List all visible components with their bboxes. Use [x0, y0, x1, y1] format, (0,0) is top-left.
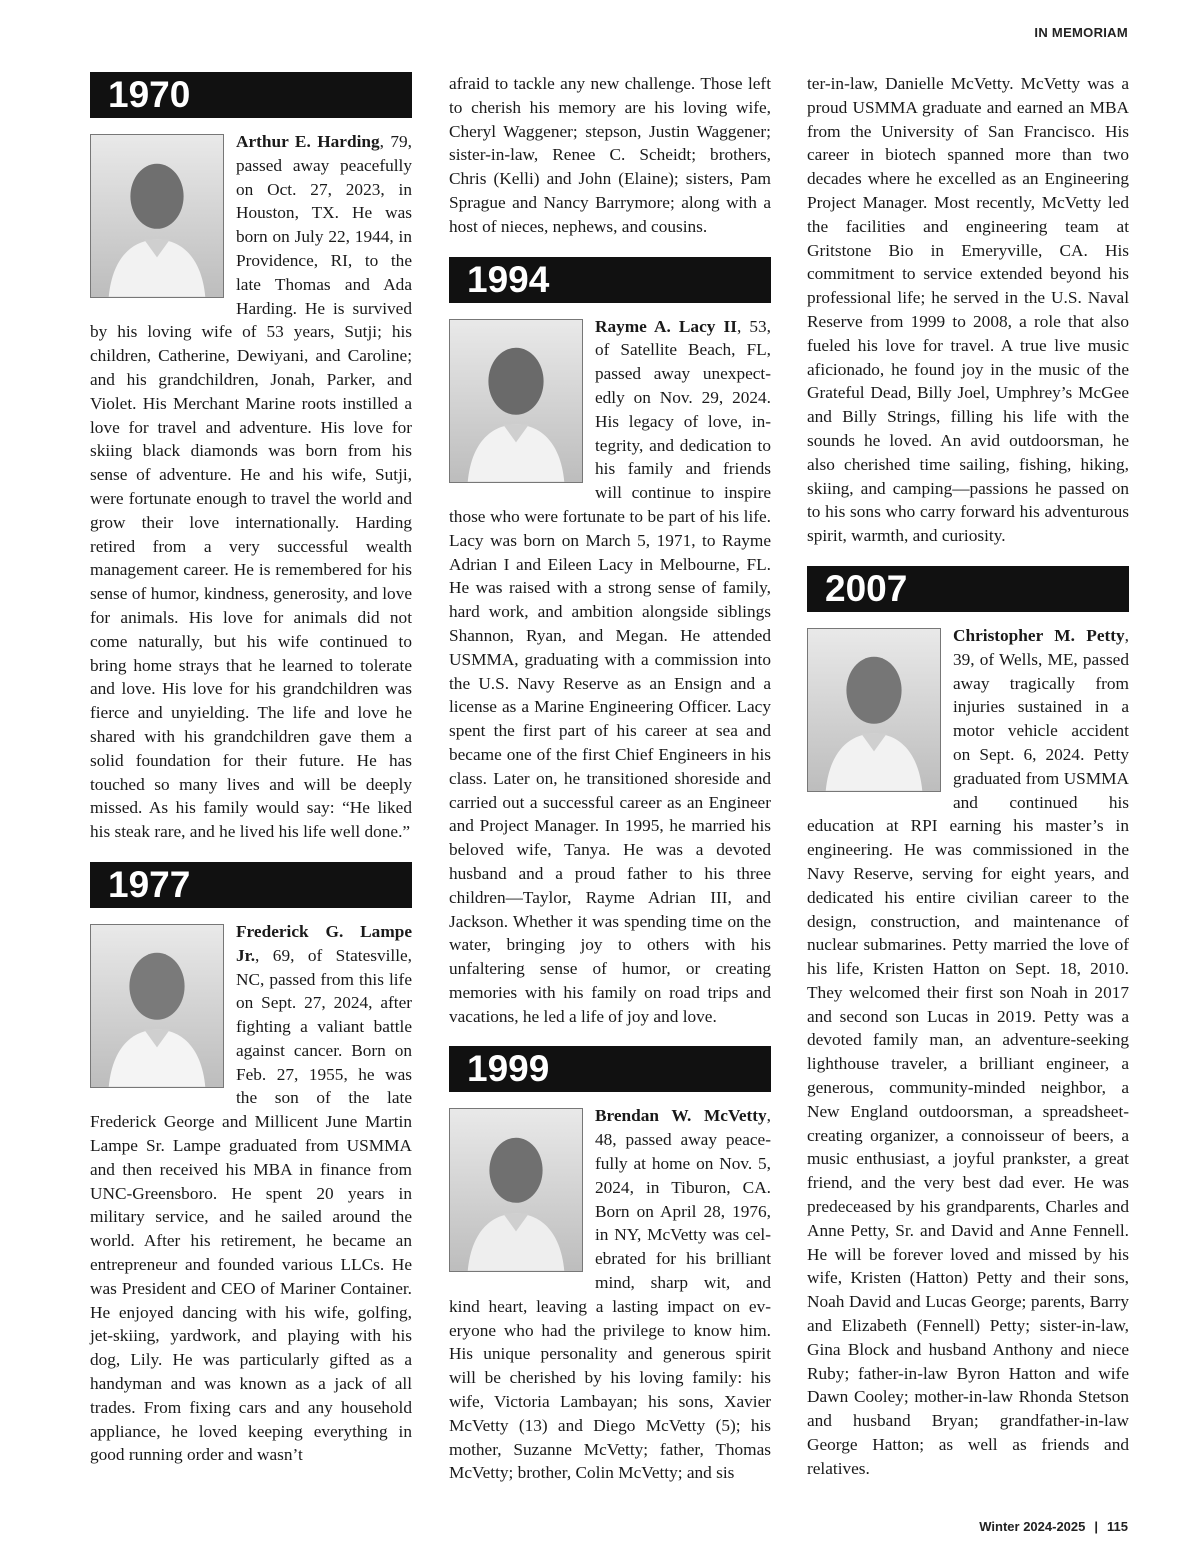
- column-3: [807, 72, 1129, 1499]
- year-banner: 1970: [90, 72, 412, 118]
- obituary-text: [449, 315, 771, 1029]
- obituary-2007: [807, 566, 1129, 1481]
- issue-label: Winter 2024-2025: [979, 1519, 1086, 1534]
- obituary-1999: [449, 1046, 771, 1485]
- year-banner: 2007: [807, 566, 1129, 612]
- column-2: [449, 72, 771, 1503]
- column-1: [90, 72, 412, 1485]
- portrait-photo: [90, 134, 224, 298]
- decedent-name: Brendan W. McVetty: [595, 1106, 767, 1126]
- obituary-1977-continued: [449, 72, 771, 239]
- obituary-text: [449, 1104, 771, 1485]
- obituary-body: , 69, of Statesville, NC, passed from this life on Sept. 27, 2024, after fighting a valiant battle against cancer. Born on Feb. 27, 1955, he was the son of the late Frederick George and Millicent June Martin Lampe Sr. Lampe graduated from USMMA and then received his MBA in finance from UNC-Greensboro. He spent 20 years in military service, and he sailed around the world. After his retirement, he became an entrepreneur and founded various LLCs. He was President and CEO of Mariner Container. He enjoyed dancing with his wife, golfing, jet-skiing, yardwork, and playing with his dog, Lily. He was particularly gifted as a handyman and was known as a jack of all trades. From fixing cars and any household appliance, he loved keeping everything in good running order and wasn’t: [90, 945, 412, 1465]
- portrait-photo: [90, 924, 224, 1088]
- portrait-silhouette-icon: [450, 320, 582, 482]
- obituary-1977: [90, 862, 412, 1467]
- portrait-photo: [807, 628, 941, 792]
- decedent-name: Christopher M. Petty: [953, 625, 1125, 645]
- obituary-1970: [90, 72, 412, 844]
- portrait-silhouette-icon: [450, 1109, 582, 1271]
- decedent-name: Frederick G. Lampe Jr.: [236, 921, 412, 965]
- portrait-silhouette-icon: [808, 629, 940, 791]
- obituary-text: [90, 130, 412, 844]
- portrait-photo: [449, 319, 583, 483]
- obituary-continuation: afraid to tackle any new challenge. Those left to cherish his memory are his loving wife, Cheryl Waggener; stepson, Justin Waggener; sister-in-law, Renee C. Scheidt; brothers, Chris (Kelli) and John (Elaine); sisters, Pam Sprague and Nancy Barrymore; along with a host of nieces, nephews, and cousins.: [449, 74, 771, 236]
- obituary-body: , 39, of Wells, ME, passed away tragically from injuries sustained in a motor vehicle accident on Sept. 6, 2024. Petty graduated from USMMA and continued his education at RPI earning his master’s in engineering. He was commissioned in the Navy Reserve, serving for eight years, and dedicated his entire civilian career to the design, construction, and maintenance of nuclear submarines. Petty married the love of his life, Kristen Hatton on Sept. 18, 2010. They welcomed their first son Noah in 2017 and second son Lucas in 2019. Petty was a devoted family man, an adventure-seeking lighthouse traveler, a brilliant engineer, a generous, community-minded neighbor, a New England outdoorsman, a spreadsheet-creating organizer, a connoisseur of beers, a music enthusiast, a joyful prankster, a great friend, and the very best dad ever. He was predeceased by his grandparents, Charles and Anne Petty, Sr. and David and Anne Fennell. He will be forever loved and missed by his wife, Kristen (Hatton) Petty and their sons, Noah David and Lucas George; parents, Barry and Elizabeth (Fennell) Petty; sister-in-law, Gina Block and husband Anthony and niece Ruby; father-in-law Byron Hatton and wife Dawn Cooley; mother-in-law Rhonda Stetson and husband Bryan; grandfather-in-law George Hatton; as well as friends and relatives.: [807, 625, 1129, 1478]
- portrait-silhouette-icon: [91, 135, 223, 297]
- year-banner: 1977: [90, 862, 412, 908]
- page-footer: [979, 1519, 1128, 1534]
- obituary-text: [90, 920, 412, 1467]
- obituary-body: , 79, passed away peacefully on Oct. 27, 2023, in Houston, TX. He was born on July 22, 1944, in Providence, RI, to the late Thomas and Ada Harding. He is survived by his loving wife of 53 years, Sutji; his children, Catherine, Dewiyani, and Caroline; and his grandchildren, Jonah, Parker, and Violet. His Merchant Marine roots instilled a love for travel and adventure. His love for skiing black diamonds was born from his sense of adventure. He and his wife, Sutji, were fortunate enough to travel the world and grow their love internationally. Harding retired from a very successful wealth management career. He is remembered for his sense of humor, kindness, generosity, and love for animals. His love for animals did not come naturally, but his wife continued to bring home strays that he learned to tolerate and love. His love for his grandchildren was fierce and unyielding. The life and love he shared with his grandchildren gave them a solid foundation for their future. He has touched so many lives and will be deeply missed. As his family would say: “He liked his steak rare, and he lived his life well done.”: [90, 132, 413, 842]
- obituary-1999-continued: [807, 72, 1129, 548]
- year-banner: 1999: [449, 1046, 771, 1092]
- portrait-silhouette-icon: [91, 925, 223, 1087]
- decedent-name: Rayme A. Lacy II: [595, 316, 737, 336]
- decedent-name: Arthur E. Harding: [236, 132, 380, 151]
- year-banner: 1994: [449, 257, 771, 303]
- section-label: IN MEMORIAM: [1034, 25, 1128, 40]
- obituary-text: [807, 624, 1129, 1481]
- page-number: 115: [1107, 1519, 1128, 1534]
- portrait-photo: [449, 1108, 583, 1272]
- obituary-continuation: ter-in-law, Danielle McVetty. McVetty was a proud USMMA graduate and earned an MBA from the University of San Francisco. His career in biotech spanned more than two decades where he excelled as an Engineering Project Manager. Most recently, McVetty led the facilities and engineering team at Gritstone Bio in Emeryville, CA. His commitment to service extended beyond his professional life; he served in the U.S. Naval Reserve from 1999 to 2008, a role that also fueled his love for travel. A true live music aficionado, he found joy in the music of the Grateful Dead, Billy Joel, Umphrey’s McGee and Billy Strings, filling his life with the sounds he loved. An avid outdoorsman, he also cherished time sailing, fishing, hiking, skiing, and camping—passions he passed on to his sons who carry forward his adventurous spirit, warmth, and curiosity.: [807, 74, 1129, 546]
- obituary-1994: [449, 257, 771, 1029]
- footer-separator: |: [1094, 1519, 1099, 1534]
- obituary-body: , 53, of Satellite Beach, FL, passed away unexpectedly on Nov. 29, 2024. His legacy of love, integrity, and dedication to his family and friends will continue to inspire those who were fortunate to be part of his life. Lacy was born on March 5, 1971, to Rayme Adrian I and Eileen Lacy in Melbourne, FL. He was raised with a strong sense of family, hard work, and ambition alongside siblings Shannon, Ryan, and Megan. He attended USMMA, graduating with a commission into the U.S. Navy Reserve as an Ensign and a license as a Marine Engineering Officer. Lacy spent the first part of his career at sea and became one of the first Chief Engineers in his class. Later on, he transitioned shoreside and carried out a successful career as an Engineer and Project Manager. In 1995, he married his beloved wife, Tanya. He was a devoted husband and a proud father to his three children—Taylor, Rayme Adrian III, and Jackson. Whether it was spending time on the water, bringing joy to others with his unfaltering sense of humor, or creating memories with his family on road trips and vacations, he led a life of joy and love.: [449, 316, 771, 1026]
- obituary-body: , 48, passed away peacefully at home on Nov. 5, 2024, in Tiburon, CA. Born on April 28, 1976, in NY, McVetty was celebrated for his brilliant mind, sharp wit, and kind heart, leaving a lasting impact on everyone who had the privilege to know him. His unique personality and generous spirit will be cherished by his loving family: his wife, Victoria Lambayan; his sons, Xavier McVetty (13) and Diego McVetty (5); his mother, Suzanne McVetty; father, Thomas McVetty; brother, Colin McVetty; and sis: [449, 1106, 771, 1483]
